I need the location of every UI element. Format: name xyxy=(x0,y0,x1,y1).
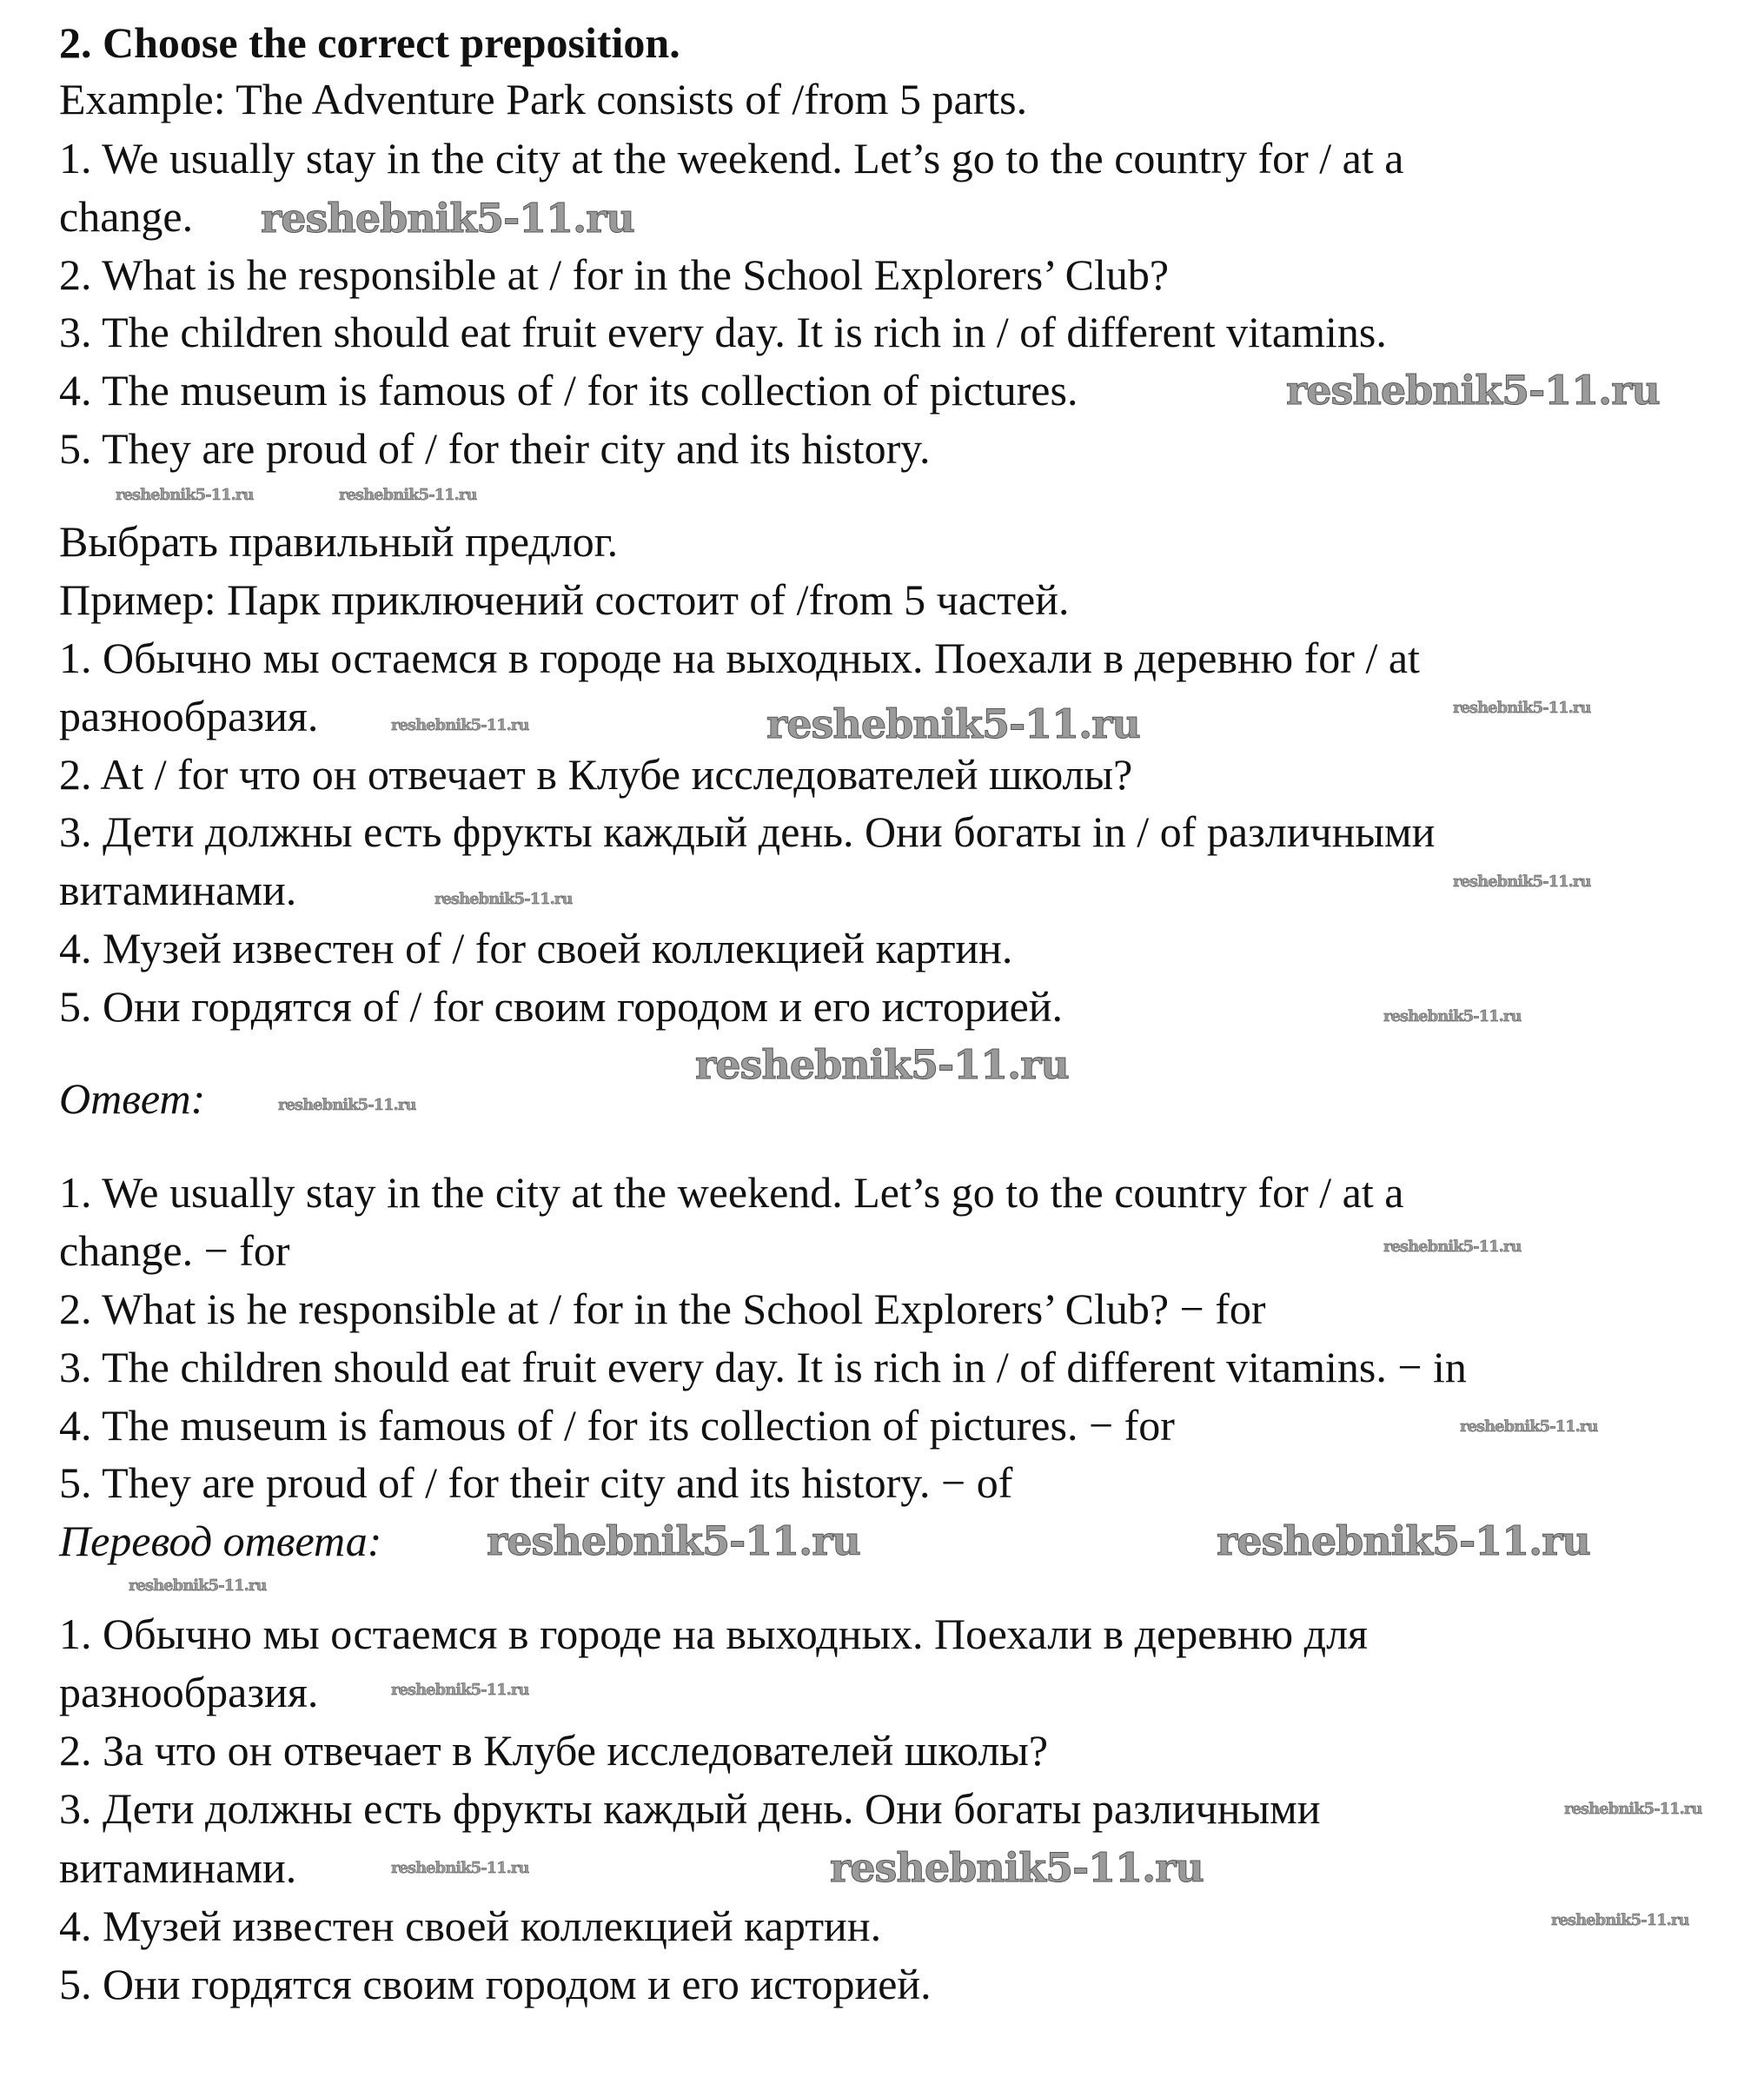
watermark: reshebnik5-11.ru xyxy=(434,890,573,908)
translation-task-heading: Выбрать правильный предлог. xyxy=(59,517,619,566)
translation-task-line: витаминами. xyxy=(59,866,297,914)
answer-line: 3. The children should eat fruit every day. It is rich in / of different vitamins. − in xyxy=(59,1343,1467,1391)
task-line: change. xyxy=(59,192,194,241)
task-line: 3. The children should eat fruit every day. It is rich in / of different vitamins. xyxy=(59,308,1387,356)
watermark: reshebnik5-11.ru xyxy=(129,1576,267,1595)
translation-line: 4. Музей известен своей коллекцией картин. xyxy=(59,1901,882,1950)
watermark: reshebnik5-11.ru xyxy=(766,700,1140,747)
watermark: reshebnik5-11.ru xyxy=(391,1859,529,1877)
watermark: reshebnik5-11.ru xyxy=(391,1681,529,1699)
watermark: reshebnik5-11.ru xyxy=(695,1041,1069,1088)
watermark: reshebnik5-11.ru xyxy=(391,716,529,734)
watermark: reshebnik5-11.ru xyxy=(339,486,477,504)
translation-task-line: 5. Они гордятся of / for своим городом и его историей. xyxy=(59,982,1064,1031)
watermark: reshebnik5-11.ru xyxy=(261,195,634,242)
translation-line: 1. Обычно мы остаемся в городе на выходных. Поехали в деревню для xyxy=(59,1609,1369,1658)
watermark: reshebnik5-11.ru xyxy=(1564,1800,1702,1818)
translation-line: 2. За что он отвечает в Клубе исследователей школы? xyxy=(59,1726,1049,1775)
translation-line: витаминами. xyxy=(59,1843,297,1892)
translation-task-line: 1. Обычно мы остаемся в городе на выходных. Поехали в деревню for / at xyxy=(59,634,1420,682)
task-line: 4. The museum is famous of / for its collection of pictures. xyxy=(59,366,1078,415)
translation-task-line: разнообразия. xyxy=(59,692,319,740)
answer-line: 1. We usually stay in the city at the weekend. Let’s go to the country for / at a xyxy=(59,1168,1404,1217)
translation-heading: Перевод ответа: xyxy=(59,1517,382,1565)
exercise-title: 2. Choose the correct preposition. xyxy=(59,18,680,67)
answer-line: change. − for xyxy=(59,1226,290,1275)
watermark: reshebnik5-11.ru xyxy=(1383,1238,1522,1256)
watermark: reshebnik5-11.ru xyxy=(278,1096,416,1114)
watermark: reshebnik5-11.ru xyxy=(1551,1911,1689,1929)
translation-task-line: 4. Музей известен of / for своей коллекцией картин. xyxy=(59,924,1013,972)
watermark: reshebnik5-11.ru xyxy=(1453,699,1591,717)
watermark: reshebnik5-11.ru xyxy=(830,1844,1204,1891)
translation-line: 3. Дети должны есть фрукты каждый день. Они богаты различными xyxy=(59,1784,1321,1833)
translation-line: разнообразия. xyxy=(59,1668,319,1716)
watermark: reshebnik5-11.ru xyxy=(1460,1417,1598,1436)
answer-line: 2. What is he responsible at / for in the School Explorers’ Club? − for xyxy=(59,1284,1266,1333)
answer-heading: Ответ: xyxy=(59,1074,206,1123)
translation-line: 5. Они гордятся своим городом и его историей. xyxy=(59,1960,932,2008)
watermark: reshebnik5-11.ru xyxy=(1383,1007,1522,1025)
translation-task-line: 2. At / for что он отвечает в Клубе исследователей школы? xyxy=(59,750,1133,799)
answer-line: 5. They are proud of / for their city and its history. − of xyxy=(59,1458,1013,1507)
watermark: reshebnik5-11.ru xyxy=(116,486,254,504)
task-line: 5. They are proud of / for their city and its history. xyxy=(59,424,931,473)
task-line: 2. What is he responsible at / for in the School Explorers’ Club? xyxy=(59,250,1170,299)
watermark: reshebnik5-11.ru xyxy=(1453,873,1591,891)
watermark: reshebnik5-11.ru xyxy=(1217,1517,1590,1564)
translation-task-line: 3. Дети должны есть фрукты каждый день. Они богаты in / of различными xyxy=(59,807,1436,856)
task-line: 1. We usually stay in the city at the weekend. Let’s go to the country for / at a xyxy=(59,134,1404,183)
example-line: Example: The Adventure Park consists of /from 5 parts. xyxy=(59,75,1028,123)
watermark: reshebnik5-11.ru xyxy=(487,1517,860,1564)
translation-example-line: Пример: Парк приключений состоит of /from 5 частей. xyxy=(59,575,1070,624)
watermark: reshebnik5-11.ru xyxy=(1286,367,1660,414)
answer-line: 4. The museum is famous of / for its collection of pictures. − for xyxy=(59,1401,1175,1450)
